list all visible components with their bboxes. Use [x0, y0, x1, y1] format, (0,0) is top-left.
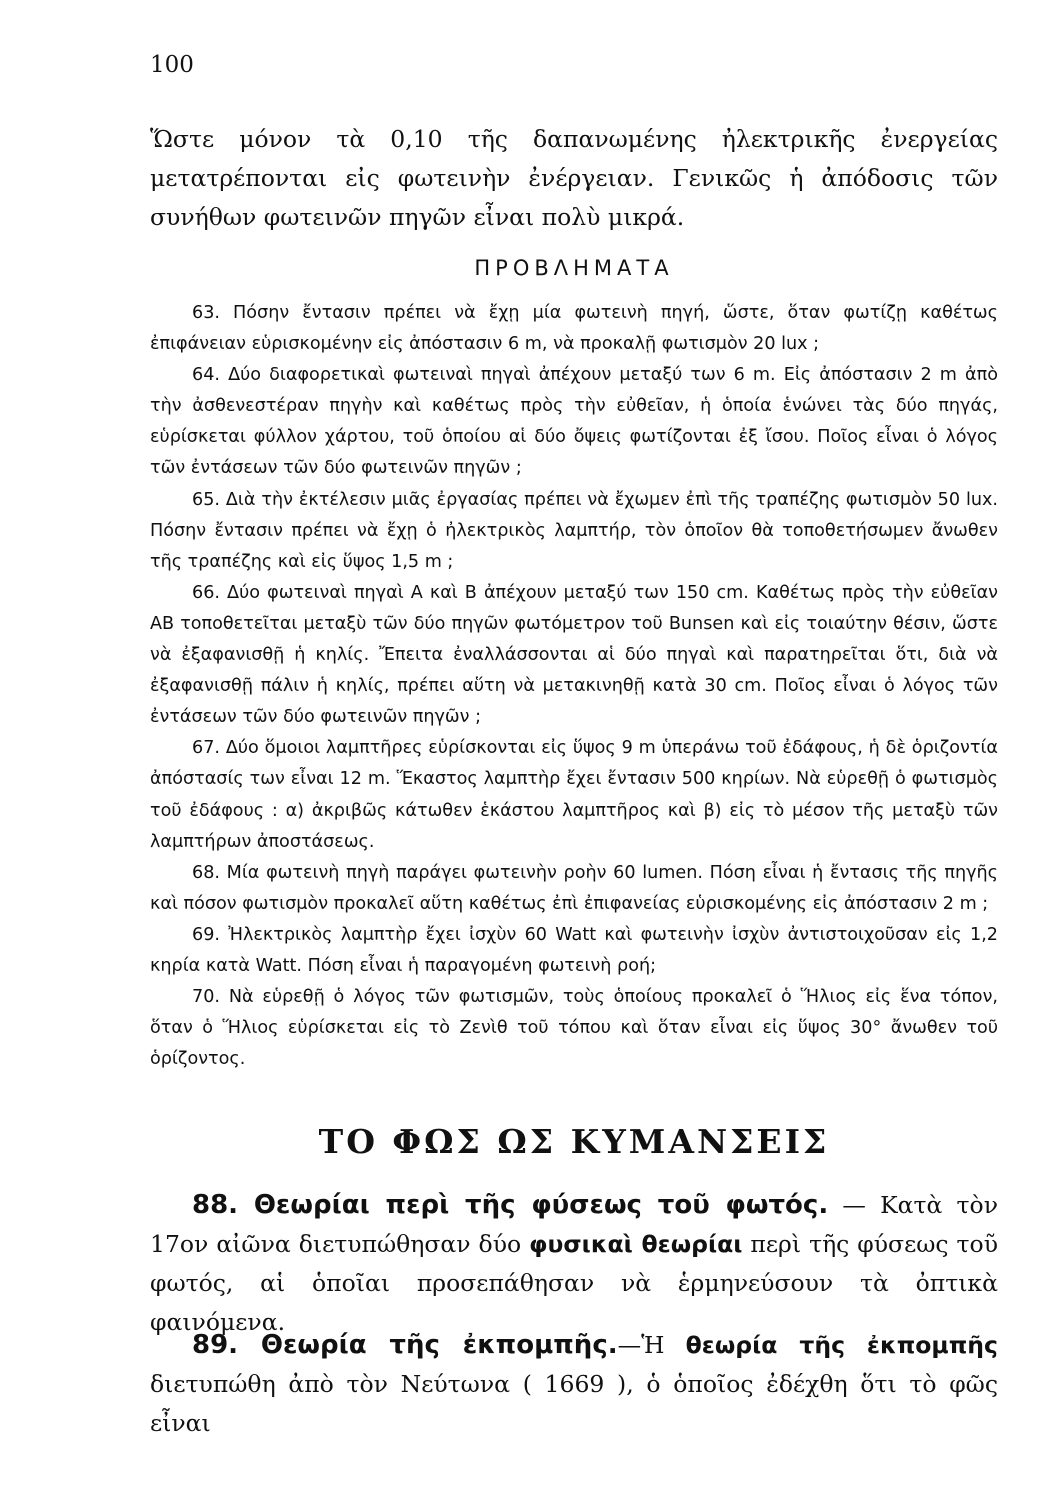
section-88: [150, 1186, 998, 1342]
section-88-text-after: περὶ τῆς φύσεως τοῦ φωτός, αἱ ὁποῖαι προσεπάθησαν νὰ ἑρμηνεύσουν τὰ ὀπτικὰ φαινόμενα.: [150, 1230, 998, 1336]
problem-63: 63. Πόσην ἔντασιν πρέπει νὰ ἔχῃ μία φωτεινὴ πηγή, ὥστε, ὅταν φωτίζῃ καθέτως ἐπιφάνειαν εὑρισκομένην εἰς ἀπόστασιν 6 m, νὰ προκαλῇ φωτισμὸν 20 lux ;: [150, 303, 998, 355]
problem-69: 69. Ἠλεκτρικὸς λαμπτὴρ ἔχει ἰσχὺν 60 Watt καὶ φωτεινὴν ἰσχὺν ἀντιστοιχοῦσαν εἰς 1,2 κηρία κατὰ Watt. Πόση εἶναι ἡ παραγομένη φωτεινὴ ροή;: [150, 924, 998, 976]
section-88-heading: 88. Θεωρίαι περὶ τῆς φύσεως τοῦ φωτός.: [192, 1190, 829, 1220]
problem-65: 65. Διὰ τὴν ἐκτέλεσιν μιᾶς ἐργασίας πρέπει νὰ ἔχωμεν ἐπὶ τῆς τραπέζης φωτισμὸν 50 lux. Πόσην ἔντασιν πρέπει νὰ ἔχῃ ὁ ἠλεκτρικὸς λαμπτήρ, τὸν ὁποῖον θὰ τοποθετήσωμεν ἄνωθεν τῆς τραπέζης καὶ εἰς ὕψος 1,5 m ;: [150, 489, 998, 572]
section-89-text-before: —Ἡ: [617, 1331, 686, 1359]
problems-list: [150, 298, 998, 1075]
section-89-heading: 89. Θεωρία τῆς ἐκπομπῆς.: [192, 1330, 618, 1360]
section-88-text-before: — Κατὰ τὸν 17ον αἰῶνα διετυπώθησαν δύο: [150, 1191, 998, 1258]
section-89: [150, 1326, 998, 1443]
page-number: 100: [150, 52, 194, 78]
problem-68: 68. Μία φωτεινὴ πηγὴ παράγει φωτεινὴν ροὴν 60 lumen. Πόση εἶναι ἡ ἔντασις τῆς πηγῆς καὶ πόσον φωτισμὸν προκαλεῖ αὕτη καθέτως ἐπὶ ἐπιφανείας εὑρισκομένης εἰς ἀπόστασιν 2 m ;: [150, 862, 998, 914]
problem-64: 64. Δύο διαφορετικαὶ φωτειναὶ πηγαὶ ἀπέχουν μεταξύ των 6 m. Εἰς ἀπόστασιν 2 m ἀπὸ τὴν ἀσθενεστέραν πηγὴν καὶ καθέτως πρὸς τὴν εὐθεῖαν, ἡ ὁποία ἑνώνει τὰς δύο πηγάς, εὑρίσκεται φύλλον χάρτου, τοῦ ὁποίου αἱ δύο ὄψεις φωτίζονται ἐξ ἴσου. Ποῖος εἶναι ὁ λόγος τῶν ἐντάσεων τῶν δύο φωτεινῶν πηγῶν ;: [150, 365, 998, 479]
problem-70: 70. Νὰ εὑρεθῇ ὁ λόγος τῶν φωτισμῶν, τοὺς ὁποίους προκαλεῖ ὁ Ἥλιος εἰς ἕνα τόπον, ὅταν ὁ Ἥλιος εὑρίσκεται εἰς τὸ Ζενὶθ τοῦ τόπου καὶ ὅταν εἶναι εἰς ὕψος 30° ἄνωθεν τοῦ ὁρίζοντος.: [150, 987, 998, 1070]
intro-paragraph: Ὥστε μόνον τὰ 0,10 τῆς δαπανωμένης ἠλεκτρικῆς ἐνεργείας μετατρέπονται εἰς φωτεινὴν ἐνέργειαν. Γενικῶς ἡ ἀπόδοσις τῶν συνήθων φωτεινῶν πηγῶν εἶναι πολὺ μικρά.: [150, 125, 998, 231]
section-89-text-after: διετυπώθη ἀπὸ τὸν Νεύτωνα ( 1669 ), ὁ ὁποῖος ἐδέχθη ὅτι τὸ φῶς εἶναι: [150, 1370, 998, 1437]
section-89-bold-phrase: θεωρία τῆς ἐκπομπῆς: [685, 1331, 998, 1359]
section-88-bold-phrase: φυσικαὶ θεωρίαι: [529, 1230, 743, 1258]
problem-67: 67. Δύο ὅμοιοι λαμπτῆρες εὑρίσκονται εἰς ὕψος 9 m ὑπεράνω τοῦ ἐδάφους, ἡ δὲ ὁριζοντία ἀπόστασίς των εἶναι 12 m. Ἕκαστος λαμπτὴρ ἔχει ἔντασιν 500 κηρίων. Νὰ εὑρεθῇ ὁ φωτισμὸς τοῦ ἐδάφους : α) ἀκριβῶς κάτωθεν ἑκάστου λαμπτῆρος καὶ β) εἰς τὸ μέσον τῆς μεταξὺ τῶν λαμπτήρων ἀποστάσεως.: [150, 738, 998, 852]
problem-66: 66. Δύο φωτειναὶ πηγαὶ Α καὶ Β ἀπέχουν μεταξύ των 150 cm. Καθέτως πρὸς τὴν εὐθεῖαν ΑΒ τοποθετεῖται μεταξὺ τῶν δύο πηγῶν φωτόμετρον τοῦ Bunsen καὶ εἰς τοιαύτην θέσιν, ὥστε νὰ ἐξαφανισθῇ ἡ κηλίς. Ἔπειτα ἐναλλάσσονται αἱ δύο πηγαὶ καὶ παρατηρεῖται ὅτι, διὰ νὰ ἐξαφανισθῇ πάλιν ἡ κηλίς, πρέπει αὕτη νὰ μετακινηθῇ κατὰ 30 cm. Ποῖος εἶναι ὁ λόγος τῶν ἐντάσεων τῶν δύο φωτεινῶν πηγῶν ;: [150, 582, 998, 728]
problems-heading: ΠΡΟΒΛΗΜΑΤΑ: [474, 256, 674, 280]
chapter-title: ΤΟ ΦΩΣ ΩΣ ΚΥΜΑΝΣΕΙΣ: [318, 1122, 830, 1161]
